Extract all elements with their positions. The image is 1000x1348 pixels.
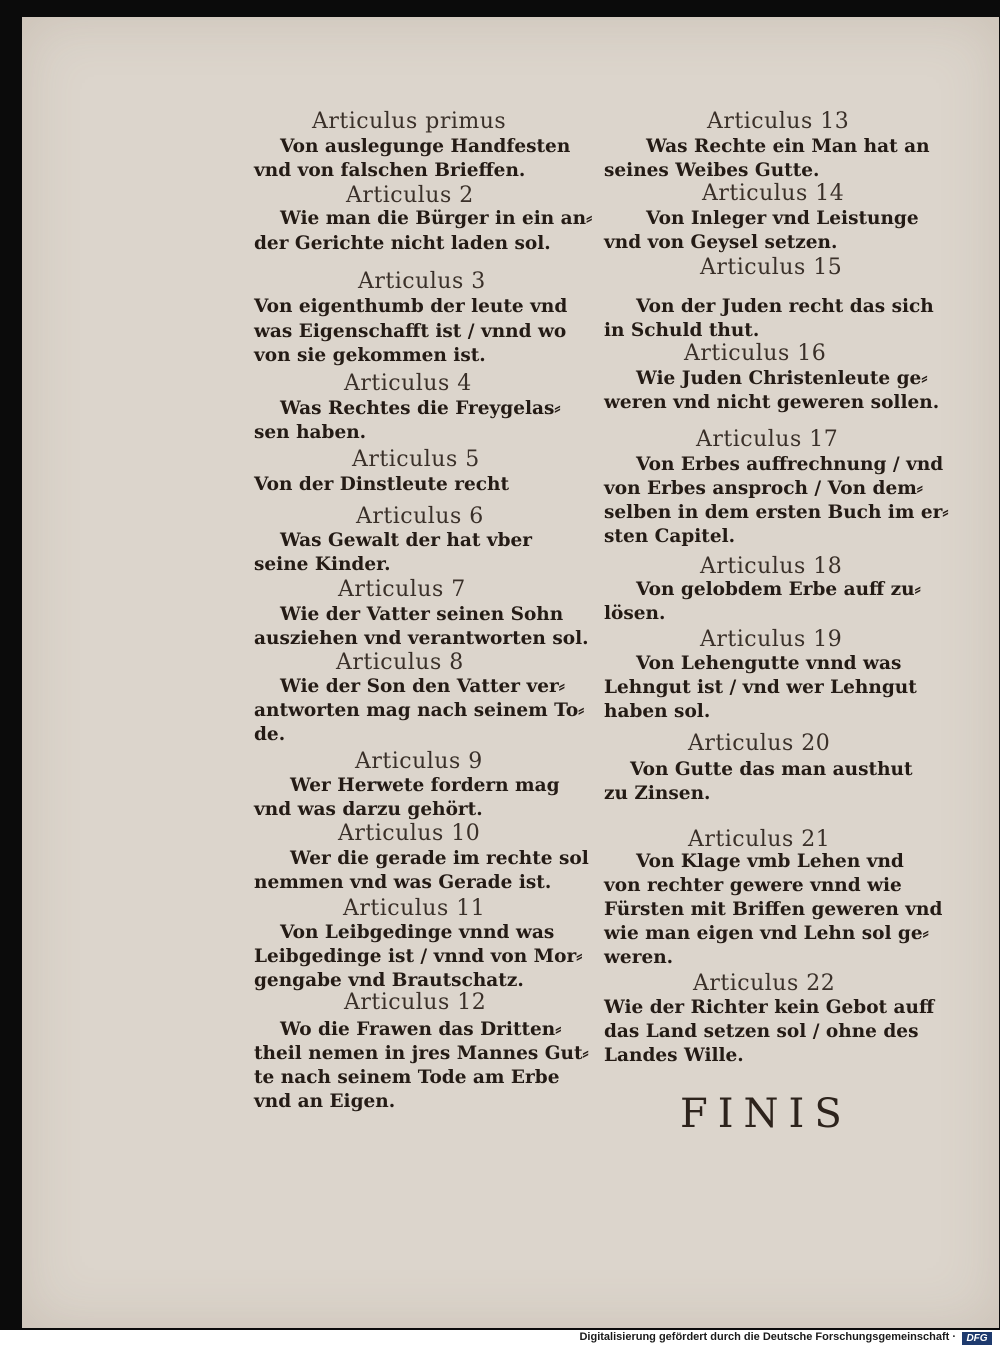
- article-heading: Articulus 13: [707, 109, 850, 134]
- footer-bar: [0, 1330, 1000, 1348]
- article-text-line: Wo die Frawen das Dritten⸗: [280, 1019, 562, 1040]
- article-text-line: selben in dem ersten Buch im er⸗: [604, 502, 949, 523]
- article-text-line: de.: [254, 724, 286, 745]
- article-text-line: Von Gutte das man austhut: [630, 759, 913, 780]
- article-text-line: sen haben.: [254, 422, 367, 443]
- article-text-line: Was Rechte ein Man hat an: [646, 136, 930, 157]
- article-text-line: te nach seinem Tode am Erbe: [254, 1067, 560, 1088]
- footer-credit: Digitalisierung gefördert durch die Deutsche Forschungsgemeinschaft ·: [579, 1331, 956, 1343]
- article-text-line: Wie der Vatter seinen Sohn: [280, 604, 564, 625]
- article-text-line: weren vnd nicht geweren sollen.: [604, 392, 940, 413]
- article-text-line: Wie Juden Christenleute ge⸗: [636, 368, 928, 389]
- article-heading: Articulus 17: [696, 427, 839, 452]
- article-heading: Articulus 3: [358, 269, 486, 294]
- article-text-line: was Eigenschafft ist / vnnd wo: [254, 321, 567, 342]
- article-text-line: Von der Dinstleute recht: [254, 474, 510, 495]
- article-text-line: zu Zinsen.: [604, 783, 711, 804]
- article-text-line: Wie man die Bürger in ein an⸗: [280, 208, 593, 229]
- article-text-line: nemmen vnd was Gerade ist.: [254, 872, 552, 893]
- article-text-line: von Erbes ansproch / Von dem⸗: [604, 478, 923, 499]
- article-text-line: sten Capitel.: [604, 526, 736, 547]
- article-text-line: theil nemen in jres Mannes Gut⸗: [254, 1043, 589, 1064]
- article-text-line: vnd von falschen Brieffen.: [254, 160, 526, 181]
- article-text-line: Von auslegunge Handfesten: [280, 136, 571, 157]
- article-heading: Articulus 10: [338, 821, 481, 846]
- article-heading: Articulus 2: [346, 183, 474, 208]
- finis-text: FINIS: [680, 1091, 852, 1137]
- article-text-line: Von der Juden recht das sich: [636, 296, 934, 317]
- article-heading: Articulus 21: [688, 827, 831, 852]
- article-text-line: in Schuld thut.: [604, 320, 760, 341]
- article-text-line: Landes Wille.: [604, 1045, 744, 1066]
- dfg-logo: DFG: [962, 1332, 992, 1345]
- article-heading: Articulus 18: [700, 554, 843, 579]
- article-heading: Articulus 22: [693, 971, 836, 996]
- article-heading: Articulus 7: [338, 577, 466, 602]
- article-text-line: vnd von Geysel setzen.: [604, 232, 838, 253]
- article-heading: Articulus 11: [343, 896, 486, 921]
- article-heading: Articulus 15: [700, 255, 843, 280]
- article-text-line: das Land setzen sol / ohne des: [604, 1021, 919, 1042]
- article-text-line: von rechter gewere vnnd wie: [604, 875, 902, 896]
- book-page: [22, 17, 999, 1328]
- article-text-line: seine Kinder.: [254, 554, 391, 575]
- article-text-line: wie man eigen vnd Lehn sol ge⸗: [604, 923, 929, 944]
- article-text-line: Von Leibgedinge vnnd was: [280, 922, 555, 943]
- article-text-line: lösen.: [604, 603, 666, 624]
- article-text-line: Wer die gerade im rechte sol: [290, 848, 589, 869]
- article-text-line: Von Lehengutte vnnd was: [636, 653, 902, 674]
- article-heading: Articulus 9: [355, 749, 483, 774]
- article-text-line: antworten mag nach seinem To⸗: [254, 700, 585, 721]
- article-heading: Articulus 8: [336, 650, 464, 675]
- article-text-line: vnd an Eigen.: [254, 1091, 396, 1112]
- article-text-line: Wie der Richter kein Gebot auff: [604, 997, 935, 1018]
- article-text-line: Von eigenthumb der leute vnd: [254, 296, 568, 317]
- article-text-line: haben sol.: [604, 701, 711, 722]
- article-heading: Articulus 19: [700, 627, 843, 652]
- article-heading: Articulus 5: [352, 447, 480, 472]
- article-text-line: Was Rechtes die Freygelas⸗: [280, 398, 561, 419]
- article-text-line: gengabe vnd Brautschatz.: [254, 970, 524, 991]
- article-text-line: Von gelobdem Erbe auff zu⸗: [636, 579, 921, 600]
- article-text-line: ausziehen vnd verantworten sol.: [254, 628, 589, 649]
- article-text-line: weren.: [604, 947, 674, 968]
- article-text-line: Von Inleger vnd Leistunge: [646, 208, 919, 229]
- article-text-line: vnd was darzu gehört.: [254, 799, 483, 820]
- article-text-line: Wie der Son den Vatter ver⸗: [280, 676, 565, 697]
- article-heading: Articulus 20: [688, 731, 831, 756]
- article-text-line: Wer Herwete fordern mag: [290, 775, 560, 796]
- article-text-line: Von Klage vmb Lehen vnd: [636, 851, 904, 872]
- article-heading: Articulus 6: [356, 504, 484, 529]
- article-heading: Articulus 12: [344, 990, 487, 1015]
- article-text-line: Fürsten mit Briffen geweren vnd: [604, 899, 943, 920]
- article-text-line: seines Weibes Gutte.: [604, 160, 820, 181]
- article-text-line: Leibgedinge ist / vnnd von Mor⸗: [254, 946, 583, 967]
- article-heading: Articulus primus: [312, 109, 507, 134]
- article-heading: Articulus 14: [702, 181, 845, 206]
- article-heading: Articulus 16: [684, 341, 827, 366]
- article-text-line: der Gerichte nicht laden sol.: [254, 233, 551, 254]
- article-text-line: Was Gewalt der hat vber: [280, 530, 533, 551]
- article-text-line: Von Erbes auffrechnung / vnd: [636, 454, 944, 475]
- article-heading: Articulus 4: [344, 371, 472, 396]
- article-text-line: von sie gekommen ist.: [254, 345, 486, 366]
- article-text-line: Lehngut ist / vnd wer Lehngut: [604, 677, 917, 698]
